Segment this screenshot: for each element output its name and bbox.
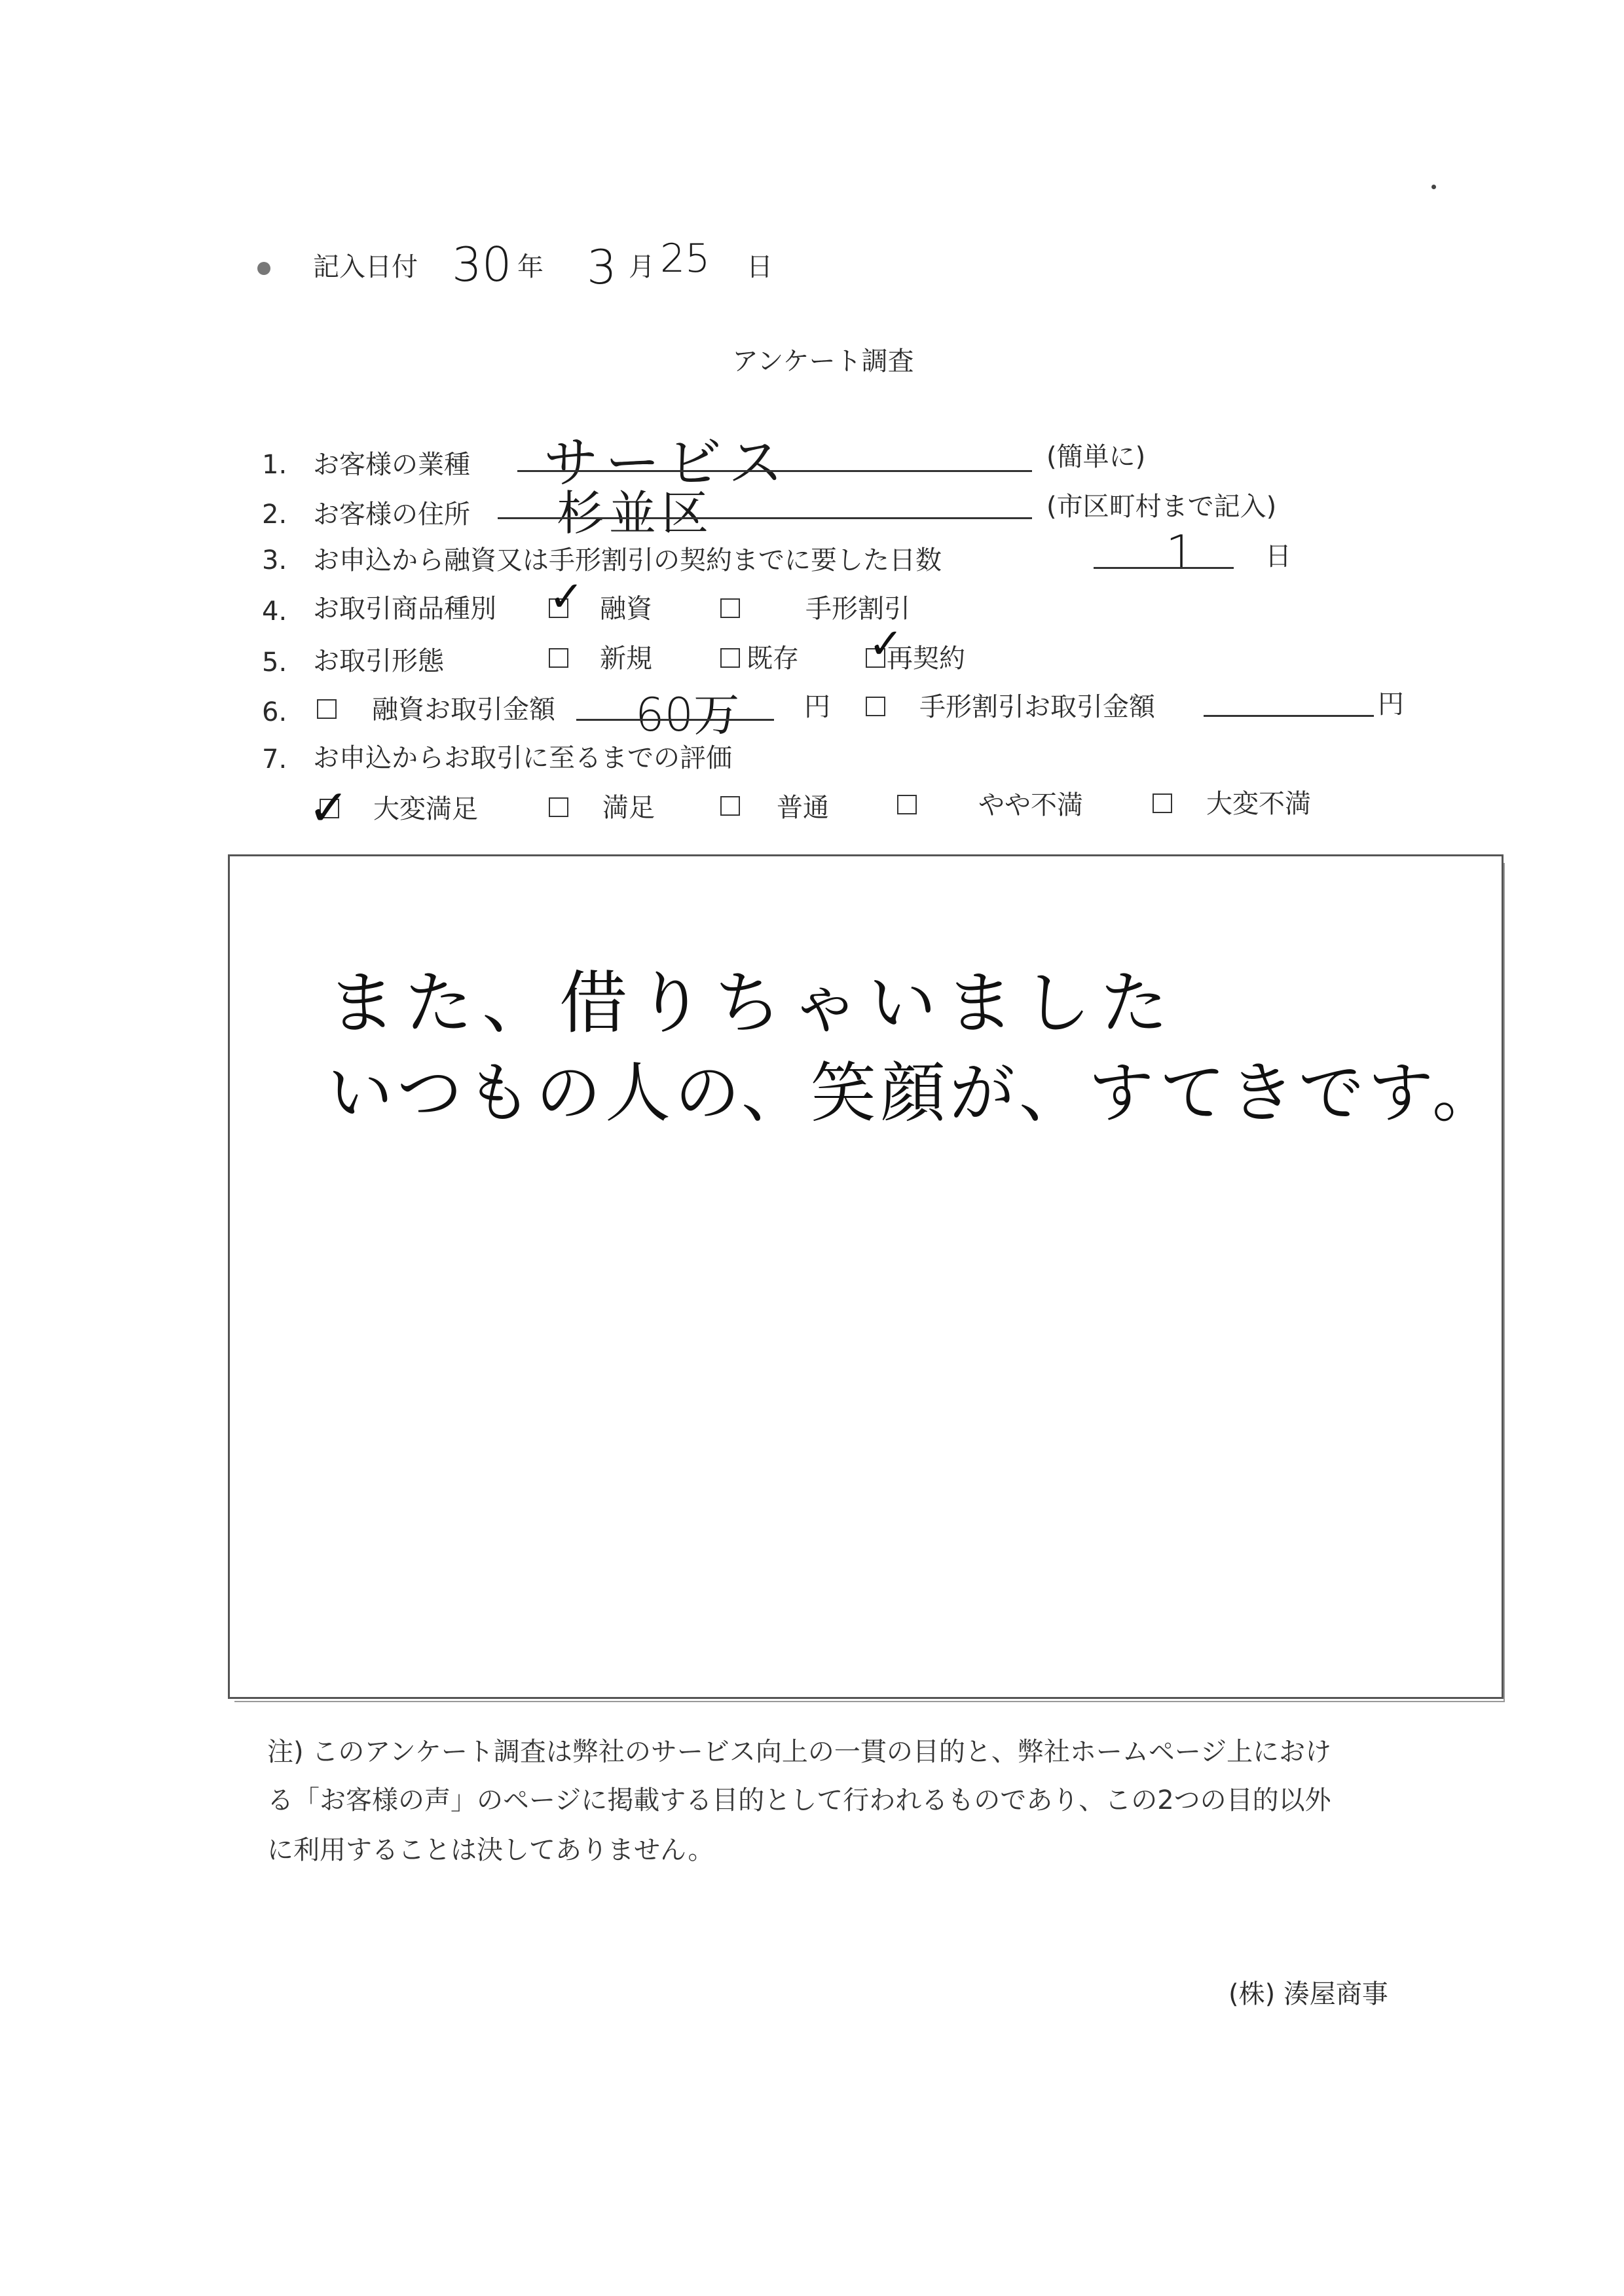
q6-number: 6. <box>262 697 287 727</box>
q7-option-dissatisfied-label: やや不満 <box>978 790 1083 820</box>
q7-option-dissatisfied-checkbox[interactable] <box>897 795 917 814</box>
q1-label: お客様の業種 <box>313 450 470 480</box>
comment-line-1: また、借りちゃいました <box>327 963 1178 1043</box>
q3-unit: 日 <box>1265 541 1291 572</box>
q5-option-existing-label: 既存 <box>747 644 799 674</box>
year-unit: 年 <box>517 252 544 282</box>
q6-loan-amount: 60万 <box>635 688 740 742</box>
q2-answer: 杉並区 <box>557 486 714 541</box>
q2-answer-line <box>498 517 1032 519</box>
company-name: (株) 湊屋商事 <box>1228 1979 1388 2009</box>
checkmark-icon: ✓ <box>308 778 350 837</box>
month-value: 3 <box>587 240 617 295</box>
q1-number: 1. <box>262 450 287 480</box>
scan-speck <box>1431 185 1436 189</box>
q6-loan-label: 融資お取引金額 <box>372 695 555 725</box>
checkmark-icon: ✓ <box>549 573 584 621</box>
q2-hint: (市区町村まで記入) <box>1046 492 1277 522</box>
q1-answer-line <box>517 470 1032 472</box>
q6-loan-checkbox[interactable] <box>317 699 337 719</box>
footnote-line-3: に利用することは決してありません。 <box>267 1835 714 1865</box>
q7-option-neutral-checkbox[interactable] <box>720 796 740 816</box>
comment-line-2: いつもの人の、笑顔が、すてきです。 <box>327 1055 1502 1131</box>
q5-number: 5. <box>262 647 287 678</box>
q7-option-very-dissatisfied-label: 大変不満 <box>1206 789 1311 819</box>
q5-label: お取引形態 <box>313 646 444 676</box>
q7-option-satisfied-checkbox[interactable] <box>549 797 568 817</box>
q7-option-very-satisfied-label: 大変満足 <box>373 794 478 824</box>
q4-option-bill-label: 手形割引 <box>805 594 910 624</box>
q6-bill-amount-line <box>1204 715 1374 717</box>
q7-number: 7. <box>262 744 287 774</box>
q6-bill-label: 手形割引お取引金額 <box>919 692 1155 722</box>
q2-number: 2. <box>262 500 287 530</box>
q3-number: 3. <box>262 545 287 575</box>
q6-bill-checkbox[interactable] <box>866 697 885 716</box>
q2-label: お客様の住所 <box>313 500 470 530</box>
q7-option-very-dissatisfied-checkbox[interactable] <box>1153 793 1172 813</box>
q5-option-new-checkbox[interactable] <box>549 648 568 668</box>
q5-option-renewal-label: 再契約 <box>887 644 965 674</box>
date-label: 記入日付 <box>313 252 418 282</box>
scan-speck <box>257 262 270 275</box>
q4-option-loan-label: 融資 <box>600 594 652 624</box>
q6-loan-unit: 円 <box>804 692 830 722</box>
q4-option-bill-checkbox[interactable] <box>720 598 740 618</box>
q4-label: お取引商品種別 <box>313 594 496 624</box>
year-value: 30 <box>452 237 512 292</box>
q6-bill-unit: 円 <box>1378 689 1404 720</box>
q3-answer-line <box>1094 567 1234 569</box>
day-unit: 日 <box>747 252 773 282</box>
q1-answer: サービス <box>544 431 790 495</box>
day-value: 25 <box>660 236 710 282</box>
checkmark-icon: ✓ <box>868 620 904 668</box>
q1-hint: (簡単に) <box>1046 442 1146 472</box>
q6-loan-amount-line <box>576 719 774 721</box>
q7-label: お申込からお取引に至るまでの評価 <box>313 743 732 773</box>
q3-answer: 1 <box>1166 525 1196 580</box>
footnote-line-2: る「お客様の声」のページに掲載する目的として行われるものであり、この2つの目的以外 <box>267 1785 1331 1815</box>
q5-option-existing-checkbox[interactable] <box>720 648 740 668</box>
q7-option-neutral-label: 普通 <box>777 793 829 823</box>
footnote-line-1: 注) このアンケート調査は弊社のサービス向上の一貫の目的と、弊社ホームページ上におけ <box>267 1737 1332 1767</box>
q5-option-new-label: 新規 <box>600 644 652 674</box>
page-title: アンケート調査 <box>732 346 914 376</box>
q4-number: 4. <box>262 596 287 627</box>
q3-label: お申込から融資又は手形割引の契約までに要した日数 <box>313 545 942 575</box>
q7-option-satisfied-label: 満足 <box>602 793 655 823</box>
month-unit: 月 <box>629 252 655 282</box>
